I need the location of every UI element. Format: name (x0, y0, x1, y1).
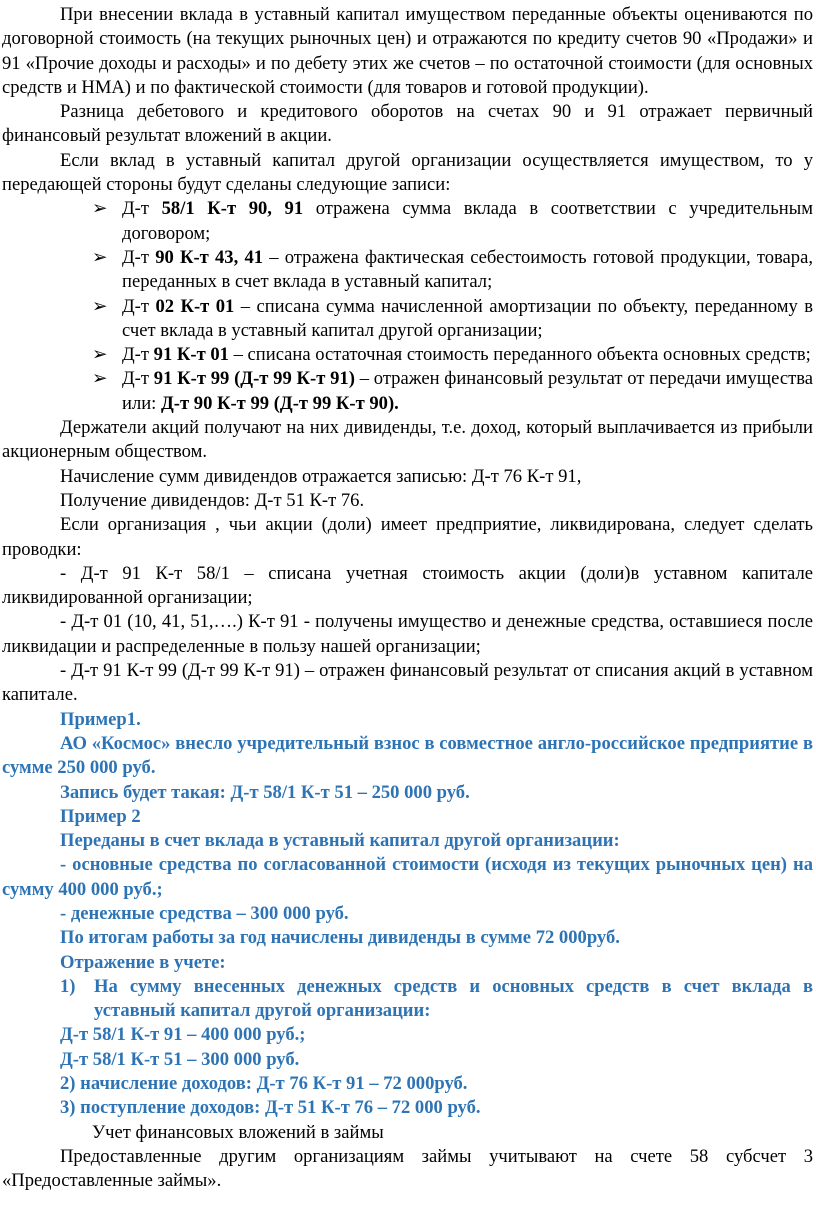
paragraph: Держатели акций получают на них дивиденды, т.е. доход, который выплачивается из прибыли акционерным обществом. (2, 417, 813, 463)
example-2-line: Отражение в учете: (60, 951, 226, 973)
example-2-line: - основные средства по согласованной стоимости (исходя из текущих рыночных цен) на сумму 400 000 руб.; (2, 854, 813, 900)
bullet-item: ➢ Д-т 58/1 К-т 90, 91 отражена сумма вклада в соответствии с учредительным договором; (92, 198, 813, 244)
bullet-item: ➢ Д-т 02 К-т 01 – списана сумма начисленной амортизации по объекту, переданному в счет вклада в уставный капитал другой организации; (92, 295, 813, 341)
paragraph: При внесении вклада в уставный капитал имуществом переданные объекты оцениваются по договорной стоимость (на текущих рыночных цен) и отражаются по кредиту счетов 90 «Продажи» и 91 «Прочие доходы и расходы» и по дебету этих же счетов – по остаточной стоимости (для основных средств и НМА) и по фактической стоимости (для товаров и готовой продукции). (2, 4, 813, 98)
accounting-entry: Д-т 58/1 К-т 51 – 300 000 руб. (60, 1048, 300, 1070)
accounting-entry: Д-т 58/1 К-т 91 – 400 000 руб.; (60, 1024, 306, 1046)
paragraph: Если организация , чьи акции (доли) имеет предприятие, ликвидирована, следует сделать проводки: (2, 514, 813, 560)
arrow-bullet-icon: ➢ (92, 368, 108, 390)
example-1-entry: Запись будет такая: Д-т 58/1 К-т 51 – 250 000 руб. (60, 781, 470, 803)
arrow-bullet-icon: ➢ (92, 344, 108, 366)
example-2-line: По итогам работы за год начислены дивиденды в сумме 72 000руб. (60, 927, 620, 949)
example-2-line: Переданы в счет вклада в уставный капитал другой организации: (60, 830, 620, 852)
arrow-bullet-icon: ➢ (92, 246, 108, 268)
arrow-bullet-icon: ➢ (92, 198, 108, 220)
bullet-item: ➢ Д-т 91 К-т 01 – списана остаточная стоимость переданного объекта основных средств; (2, 343, 813, 367)
example-2-title: Пример 2 (60, 805, 141, 827)
paragraph: - Д-т 91 К-т 99 (Д-т 99 К-т 91) – отражен финансовый результат от списания акций в уставном капитале. (2, 660, 813, 706)
entries-bullet-list (2, 197, 813, 416)
numbered-item: 1) На сумму внесенных денежных средств и основных средств в счет вклада в уставный капитал другой организации: (60, 975, 813, 1022)
accounting-entry: 3) поступление доходов: Д-т 51 К-т 76 – 72 000 руб. (60, 1097, 481, 1119)
paragraph: Если вклад в уставный капитал другой организации осуществляется имуществом, то у передающей стороны будут сделаны следующие записи: (2, 149, 813, 196)
example-1-title: Пример1. (60, 708, 141, 730)
example-1-text: АО «Космос» внесло учредительный взнос в совместное англо-российское предприятие в сумме 250 000 руб. (2, 732, 813, 779)
accounting-entry: 2) начисление доходов: Д-т 76 К-т 91 – 72 000руб. (60, 1073, 468, 1095)
paragraph: Начисление сумм дивидендов отражается записью: Д-т 76 К-т 91, (60, 465, 582, 487)
paragraph: Предоставленные другим организациям займы учитывают на счете 58 субсчет 3 «Предоставленные займы». (2, 1145, 813, 1192)
bullet-item: ➢ Д-т 91 К-т 99 (Д-т 99 К-т 91) – отражен финансовый результат от передачи имущества или: Д-т 90 К-т 99 (Д-т 99 К-т 90). (92, 368, 813, 414)
paragraph: - Д-т 01 (10, 41, 51,….) К-т 91 - получены имущество и денежные средства, оставшиеся после ликвидации и распределенные в пользу нашей организации; (2, 611, 813, 657)
section-title: Учет финансовых вложений в займы (92, 1121, 384, 1143)
paragraph: - Д-т 91 К-т 58/1 – списана учетная стоимость акции (доли)в уставном капитале ликвидированной организации; (2, 562, 813, 609)
paragraph: Получение дивидендов: Д-т 51 К-т 76. (60, 489, 365, 511)
example-2-line: - денежные средства – 300 000 руб. (60, 902, 349, 924)
bullet-item: ➢ Д-т 90 К-т 43, 41 – отражена фактическая себестоимость готовой продукции, товара, переданных в счет вклада в уставный капитал; (92, 246, 813, 293)
arrow-bullet-icon: ➢ (92, 295, 108, 317)
paragraph: Разница дебетового и кредитового оборотов на счетах 90 и 91 отражает первичный финансовый результат вложений в акции. (2, 101, 813, 147)
